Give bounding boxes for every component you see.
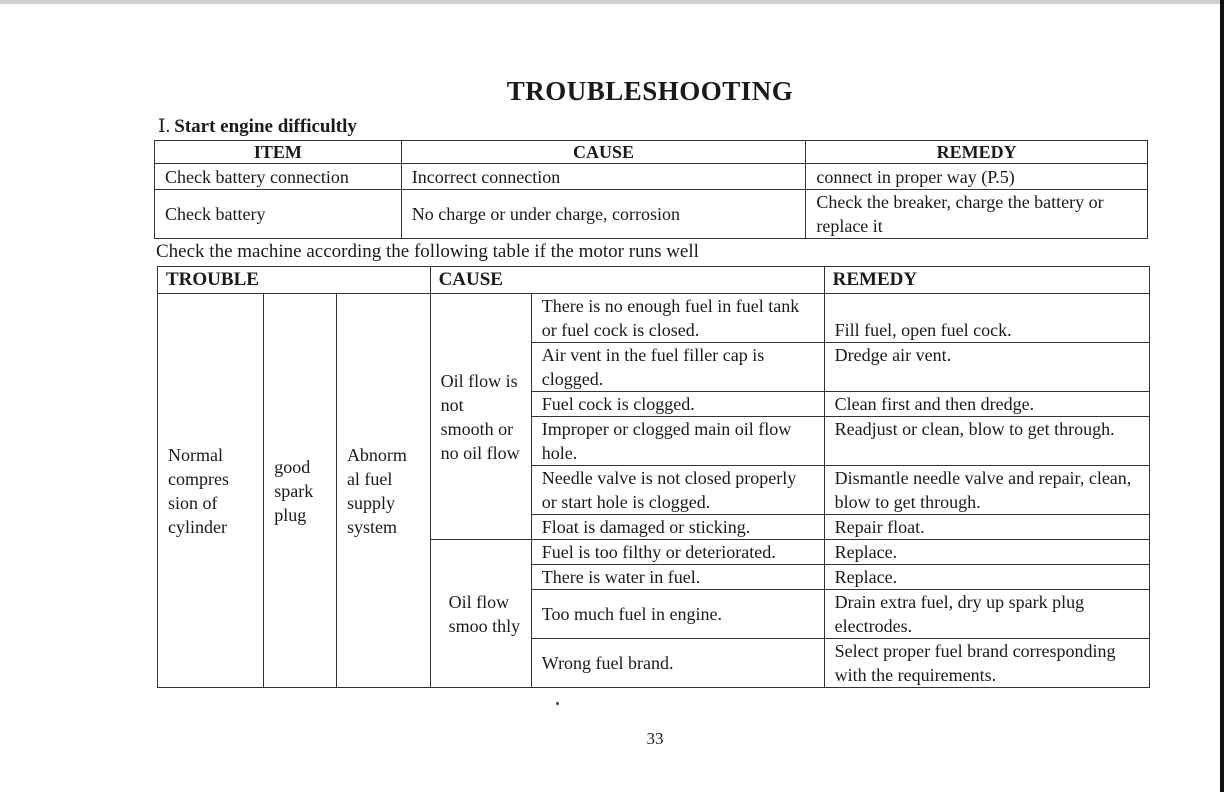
cause-cell: Improper or clogged main oil flow hole. [531, 417, 824, 466]
page-number: 33 [646, 729, 664, 748]
cause-cell: Too much fuel in engine. [531, 590, 824, 639]
remedy-cell: Fill fuel, open fuel cock. [824, 294, 1149, 343]
remedy-cell: Readjust or clean, blow to get through. [824, 417, 1149, 466]
table-row [158, 294, 1150, 343]
start-difficulty-table [154, 140, 1148, 239]
remedy-cell: Replace. [824, 540, 1149, 565]
cause-cell: Air vent in the fuel filler cap is clogged. [531, 343, 824, 392]
header-cause: CAUSE [401, 141, 806, 164]
cause-cell: Fuel cock is clogged. [531, 392, 824, 417]
remedy-cell: Repair float. [824, 515, 1149, 540]
cause-cell: Wrong fuel brand. [531, 639, 824, 688]
trouble-compression-cell: Normal compres sion of cylinder [158, 294, 264, 688]
remedy-cell: Dismantle needle valve and repair, clean, blow to get through. [824, 466, 1149, 515]
remedy-cell: connect in proper way (P.5) [806, 164, 1148, 190]
cause-group-label: Oil flow smoo thly [430, 540, 531, 688]
section-heading [158, 115, 357, 138]
trouble-fuel-system-cell: Abnorm al fuel supply system [336, 294, 430, 688]
remedy-cell: Dredge air vent. [824, 343, 1149, 392]
table-header-row [158, 267, 1150, 294]
table-row [155, 190, 1148, 239]
cause-cell: No charge or under charge, corrosion [401, 190, 806, 239]
cause-group-label: Oil flow is not smooth or no oil flow [430, 294, 531, 540]
cause-cell: Fuel is too filthy or deteriorated. [531, 540, 824, 565]
speck [556, 702, 559, 705]
cause-cell: Float is damaged or sticking. [531, 515, 824, 540]
header-trouble: TROUBLE [158, 267, 431, 294]
trouble-spark-cell: good spark plug [264, 294, 337, 688]
item-cell: Check battery connection [155, 164, 402, 190]
section-heading-text: Start engine difficultly [174, 116, 357, 137]
cause-cell: There is no enough fuel in fuel tank or fuel cock is closed. [531, 294, 824, 343]
remedy-cell: Select proper fuel brand corresponding with the requirements. [824, 639, 1149, 688]
cause-cell: Needle valve is not closed properly or start hole is clogged. [531, 466, 824, 515]
instruction-note: Check the machine according the following table if the motor runs well [156, 241, 699, 262]
table-row [155, 164, 1148, 190]
item-cell: Check battery [155, 190, 402, 239]
remedy-cell: Check the breaker, charge the battery or replace it [806, 190, 1148, 239]
header-remedy: REMEDY [806, 141, 1148, 164]
remedy-cell: Drain extra fuel, dry up spark plug electrodes. [824, 590, 1149, 639]
page-top-edge [0, 0, 1224, 4]
remedy-cell: Clean first and then dredge. [824, 392, 1149, 417]
table-header-row [155, 141, 1148, 164]
header-cause: CAUSE [430, 267, 824, 294]
page-right-edge [1220, 0, 1224, 792]
header-remedy: REMEDY [824, 267, 1149, 294]
section-number: Ⅰ. [158, 116, 171, 137]
troubleshooting-table [157, 266, 1150, 688]
remedy-cell: Replace. [824, 565, 1149, 590]
cause-cell: There is water in fuel. [531, 565, 824, 590]
page-title: TROUBLESHOOTING [506, 76, 794, 106]
cause-cell: Incorrect connection [401, 164, 806, 190]
header-item: ITEM [155, 141, 402, 164]
